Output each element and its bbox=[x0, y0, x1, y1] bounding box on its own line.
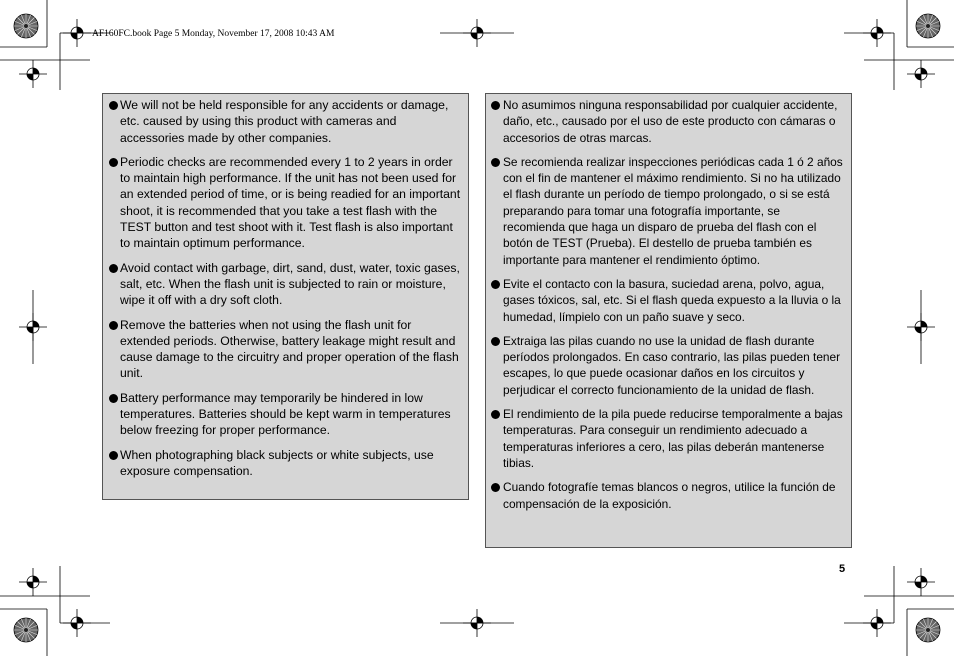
note-text: Extraiga las pilas cuando no use la unidad de flash durante períodos prolongados. En caso contrario, las pilas pueden tener escapes, lo que puede ocasionar daños en los circuitos y perjudicar el correcto funcionamiento de la unidad de flash. bbox=[503, 333, 841, 397]
bullet-icon bbox=[491, 337, 500, 346]
list-item bbox=[491, 276, 845, 325]
crop-mark-bottom-center bbox=[440, 609, 514, 637]
bullet-icon bbox=[491, 410, 500, 419]
bullet-icon bbox=[491, 483, 500, 492]
list-item bbox=[491, 406, 845, 471]
note-text: When photographing black subjects or white subjects, use exposure compensation. bbox=[120, 447, 434, 478]
bullet-icon bbox=[109, 101, 118, 110]
list-item bbox=[109, 447, 462, 480]
crop-mark-top-right bbox=[844, 0, 954, 90]
list-item bbox=[109, 390, 462, 439]
crop-mark-bottom-right bbox=[844, 566, 954, 656]
list-item bbox=[109, 154, 462, 252]
crop-mark-top-center bbox=[440, 19, 514, 47]
crop-mark-top-left bbox=[0, 0, 110, 90]
note-text: Periodic checks are recommended every 1 to 2 years in order to maintain high performance. If the unit has not been used for an extended period of time, or is being readied for an important shoot, it is recommended that you take a test flash with the TEST button and test shoot with it. Test flash is also important to maintain optimum performance. bbox=[120, 154, 461, 251]
list-item bbox=[109, 97, 462, 146]
note-text: Se recomienda realizar inspecciones periódicas cada 1 ó 2 años con el fin de mantener el máximo rendimiento. Si no ha utilizado el flash durante un período de tiempo prolongado, o si se está preparando para tomar una fotografía importante, se recomienda que haga un disparo de prueba del flash con el botón de TEST (Prueba). El destello de prueba también es importante para mantener el rendimiento óptimo. bbox=[503, 154, 843, 267]
spanish-notes-panel bbox=[485, 93, 852, 548]
note-text: Avoid contact with garbage, dirt, sand, dust, water, toxic gases, salt, etc. When the flash unit is subjected to rain or moisture, wipe it off with a dry soft cloth. bbox=[120, 260, 460, 308]
note-text: No asumimos ninguna responsabilidad por cualquier accidente, daño, etc., causado por el uso de este producto con cámaras o accesorios de otras marcas. bbox=[503, 98, 838, 145]
list-item bbox=[491, 154, 845, 268]
note-text: Battery performance may temporarily be hindered in low temperatures. Batteries should be kept warm in temperatures below freezing for proper performance. bbox=[120, 390, 451, 438]
bullet-icon bbox=[109, 321, 118, 330]
page-number: 5 bbox=[839, 563, 846, 575]
bullet-icon bbox=[491, 101, 500, 110]
bullet-icon bbox=[491, 158, 500, 167]
note-text: Evite el contacto con la basura, suciedad arena, polvo, agua, gases tóxicos, sal, etc. Si el flash queda expuesto a la lluvia o la humedad, límpielo con un paño suave y seco. bbox=[503, 276, 841, 324]
list-item bbox=[491, 479, 845, 512]
list-item bbox=[109, 317, 462, 382]
print-header: AF160FC.book Page 5 Monday, November 17, 2008 10:43 AM bbox=[92, 29, 335, 39]
note-text: El rendimiento de la pila puede reducirse temporalmente a bajas temperaturas. Para conseguir un rendimiento adecuado a temperaturas inferiores a cero, las pilas deberán mantenerse tibias. bbox=[503, 407, 843, 470]
bullet-icon bbox=[109, 264, 118, 273]
spanish-notes-list bbox=[491, 97, 845, 512]
note-text: We will not be held responsible for any accidents or damage, etc. caused by using this product with cameras and accessories made by other companies. bbox=[120, 98, 449, 145]
english-notes-list bbox=[109, 97, 462, 479]
bullet-icon bbox=[109, 158, 118, 167]
crop-mark-bottom-left bbox=[0, 566, 110, 656]
english-notes-panel bbox=[102, 93, 469, 500]
bullet-icon bbox=[491, 280, 500, 289]
list-item bbox=[109, 260, 462, 309]
note-text: Remove the batteries when not using the flash unit for extended periods. Otherwise, battery leakage might result and cause damage to the circuitry and proper operation of the flash unit. bbox=[120, 317, 459, 381]
bullet-icon bbox=[109, 451, 118, 460]
bullet-icon bbox=[109, 394, 118, 403]
list-item bbox=[491, 333, 845, 398]
list-item bbox=[491, 97, 845, 146]
note-text: Cuando fotografíe temas blancos o negros, utilice la función de compensación de la exposición. bbox=[503, 480, 836, 511]
